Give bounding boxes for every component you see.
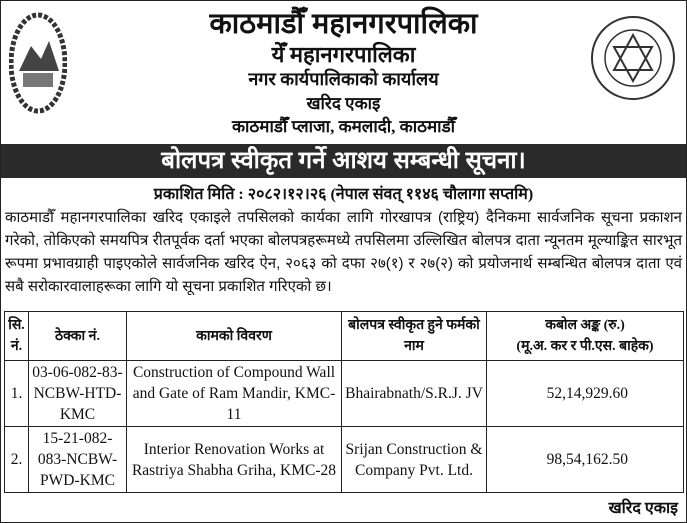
cell-contract: 15-21-082-083-NCBW-PWD-KMC	[29, 427, 127, 493]
cell-firm: Srijan Construction & Company Pvt. Ltd.	[342, 427, 487, 493]
col-amount-note: (मू.अ. कर र पी.एस. बाहेक)	[516, 339, 654, 354]
cell-sn: 2.	[5, 427, 29, 493]
org-title: काठमाडौँ महानगरपालिका	[209, 8, 478, 40]
table-row	[5, 427, 684, 493]
address: काठमाडौँ प्लाजा, कमलादी, काठमाडौँ	[231, 117, 456, 136]
col-sn: सि. नं.	[5, 312, 29, 361]
unit-name: खरिद एकाइ	[306, 94, 381, 113]
footer-signature: खरिद एकाइ	[608, 500, 678, 517]
cell-sn: 1.	[5, 361, 29, 427]
cell-contract: 03-06-082-83-NCBW-HTD-KMC	[29, 361, 127, 427]
award-table	[4, 311, 684, 493]
col-contract: ठेक्का नं.	[29, 312, 127, 361]
cell-firm: Bhairabnath/S.R.J. JV	[342, 361, 487, 427]
table-header	[5, 312, 684, 361]
cell-amount: 52,14,929.60	[487, 361, 684, 427]
col-amount	[487, 312, 684, 361]
notice-title: बोलपत्र स्वीकृत गर्ने आशय सम्बन्धी सूचना।	[1, 144, 686, 178]
published-date: प्रकाशित मिति : २०८२।१२।२६ (नेपाल संवत् ११४६ चौलागा सप्तमि)	[153, 186, 534, 203]
cell-amount: 98,54,162.50	[487, 427, 684, 493]
col-amount-label: कबोल अङ्क (रु.)	[545, 318, 625, 333]
office-name: नगर कार्यपालिकाको कार्यालय	[248, 69, 439, 89]
table-row	[5, 361, 684, 427]
cell-description: Construction of Compound Wall and Gate of Ram Mandir, KMC-11	[127, 361, 342, 427]
col-firm: बोलपत्र स्वीकृत हुने फर्मको नाम	[342, 312, 487, 361]
notice-body: काठमाडौँ महानगरपालिका खरिद एकाइले तपसिलको कार्यका लागि गोरखापत्र (राष्ट्रिय) दैनिकमा सार्वजनिक सूचना प्रकाशन गरेको, तोकिएको समयपित्र रीतपूर्वक दर्ता भएका बोलपत्रहरूमध्ये तपसिलमा उल्लिखित बोलपत्र दाता न्यूनतम मूल्याङ्कित सारभूत रूपमा प्रभावग्राही पाइएकोले सार्वजनिक खरिद ऐन, २०६३ को दफा २७(१) र २७(२) को प्रयोजनार्थ सम्बन्धित बोलपत्र दाता एवं सबै सरोकारवालाहरूका लागि यो सूचना प्रकाशित गरिएको छ।	[5, 209, 682, 295]
org-subtitle-newari: येँ महानगरपालिका	[271, 42, 416, 67]
col-description: कामको विवरण	[127, 312, 342, 361]
cell-description: Interior Renovation Works at Rastriya Shabha Griha, KMC-28	[127, 427, 342, 493]
